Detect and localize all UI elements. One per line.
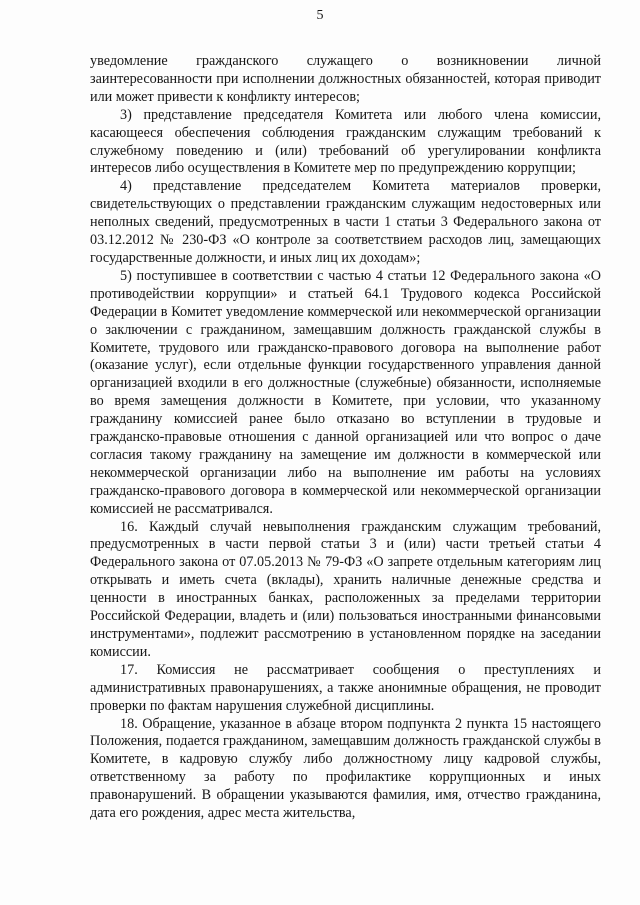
paragraph-16: 16. Каждый случай невыполнения гражданским служащим требований, предусмотренных в части первой статьи 3 и (или) части третьей статьи 4 Федерального закона от 07.05.2013 № 79-ФЗ «О запрете отдельным категориям лиц открывать и иметь счета (вклады), хранить наличные денежные средства и ценности в иностранных банках, расположенных за пределами территории Российской Федерации, владеть и (или) пользоваться иностранными финансовыми инструментами», подлежит рассмотрению в установленном порядке на заседании комиссии. <box>90 518 601 660</box>
paragraph-item-3: 3) представление председателя Комитета или любого члена комиссии, касающееся обеспечения соблюдения гражданским служащим требований к служебному поведению и (или) требований об урегулировании конфликта интересов либо осуществления в Комитете мер по предупреждению коррупции; <box>90 106 601 177</box>
paragraph-item-5: 5) поступившее в соответствии с частью 4 статьи 12 Федерального закона «О противодействии коррупции» и статьей 64.1 Трудового кодекса Российской Федерации в Комитет уведомление коммерческой или некоммерческой организации о заключении с гражданином, замещавшим должность гражданской службы в Комитете, трудового или гражданско-правового договора на выполнение работ (оказание услуг), если отдельные функции государственного управления данной организацией входили в его должностные (служебные) обязанности, исполняемые во время замещения должности в Комитете, при условии, что указанному гражданину комиссией ранее было отказано во вступлении в трудовые и гражданско-правовые отношения с данной организацией или что вопрос о даче согласия такому гражданину на замещение им должности в коммерческой или некоммерческой организации либо на выполнение им работы на условиях гражданско-правового договора в коммерческой или некоммерческой организации комиссией не рассматривался. <box>90 267 601 517</box>
paragraph-17: 17. Комиссия не рассматривает сообщения о преступлениях и административных правонарушениях, а также анонимные обращения, не проводит проверки по фактам нарушения служебной дисциплины. <box>90 661 601 714</box>
page-number: 5 <box>316 8 324 23</box>
paragraph-item-4: 4) представление председателем Комитета материалов проверки, свидетельствующих о представлении гражданским служащим недостоверных или неполных сведений, предусмотренных в части 1 статьи 3 Федерального закона от 03.12.2012 № 230-ФЗ «О контроле за соответствием расходов лиц, замещающих государственные должности, и иных лиц их доходам»; <box>90 178 601 266</box>
document-body <box>90 53 601 823</box>
paragraph-continuation: уведомление гражданского служащего о возникновении личной заинтересованности при исполнении должностных обязанностей, которая приводит или может привести к конфликту интересов; <box>90 53 601 105</box>
paragraph-18: 18. Обращение, указанное в абзаце втором подпункта 2 пункта 15 настоящего Положения, подается гражданином, замещавшим должность гражданской службы в Комитете, в кадровую службу либо должностному лицу кадровой службы, ответственному за работу по профилактике коррупционных и иных правонарушений. В обращении указываются фамилия, имя, отчество гражданина, дата его рождения, адрес места жительства, <box>90 715 601 822</box>
